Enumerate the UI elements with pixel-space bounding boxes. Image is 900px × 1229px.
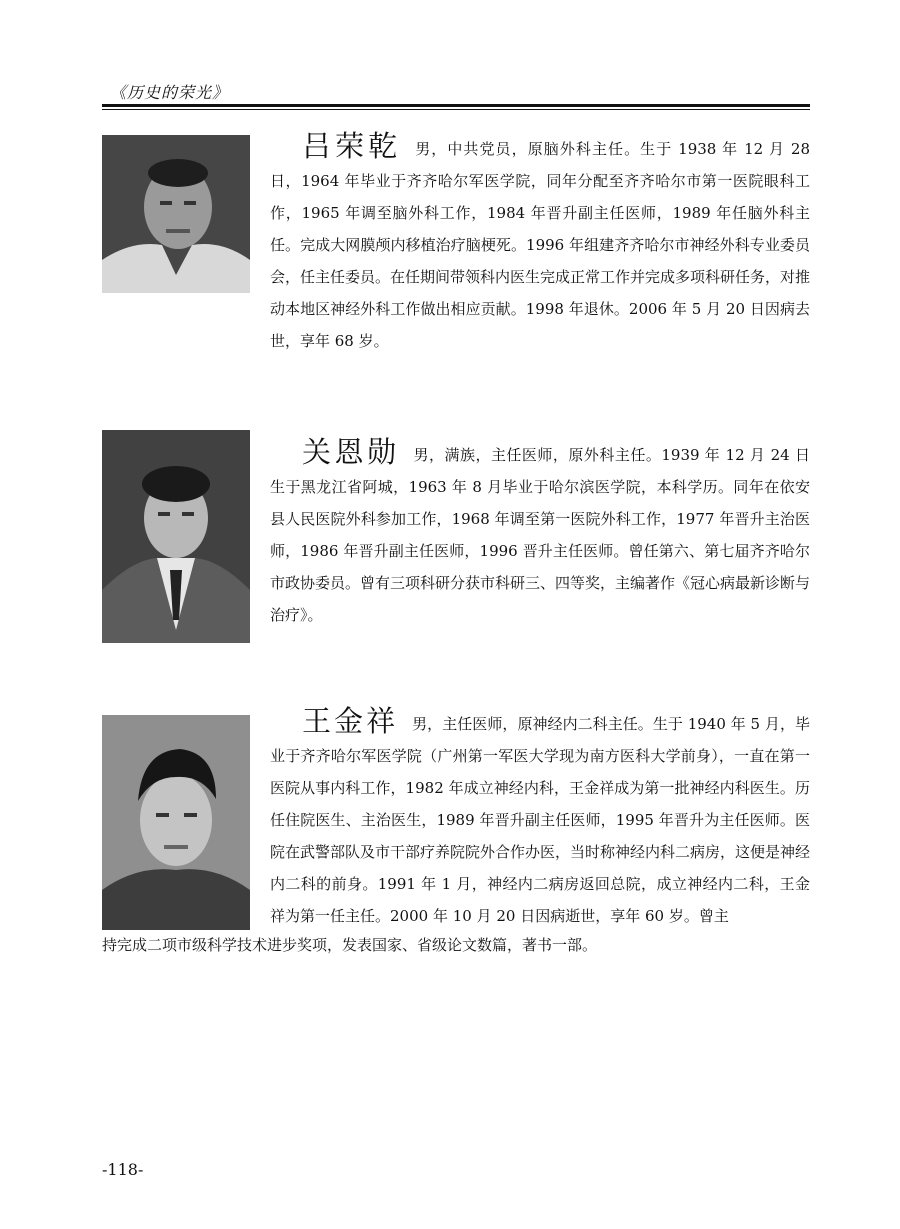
- biography-continuation: 持完成二项市级科学技术进步奖项，发表国家、省级论文数篇，著书一部。: [102, 936, 598, 954]
- entry-3: [270, 705, 810, 932]
- header-rule-thin: [102, 109, 810, 110]
- entry-2: [270, 436, 810, 631]
- entry-1: [270, 130, 810, 357]
- biography-text: 男，中共党员，原脑外科主任。生于 1938 年 12 月 28 日，1964 年毕业于齐齐哈尔军医学院，同年分配至齐齐哈尔市第一医院眼科工作，1965 年调至脑外科工作，1984 年晋升副主任医师，1989 年任脑外科主任。完成大网膜颅内移植治疗脑梗死。1996 年组建齐齐哈尔市神经外科专业委员会，任主任委员。在任期间带领科内医生完成正常工作并完成多项科研任务，对推动本地区神经外科工作做出相应贡献。1998 年退休。2006 年 5 月 20 日因病去世，享年 68 岁。: [270, 140, 811, 350]
- portrait-photo-3: [102, 715, 250, 930]
- running-header-title: 《历史的荣光》: [110, 83, 230, 102]
- person-name: 吕荣乾: [302, 129, 402, 163]
- page-number: -118-: [102, 1160, 144, 1179]
- biography-text: 男，满族，主任医师，原外科主任。1939 年 12 月 24 日生于黑龙江省阿城，1963 年 8 月毕业于哈尔滨医学院，本科学历。同年在依安县人民医院外科参加工作，1968 年调至第一医院外科工作，1977 年晋升主治医师，1986 年晋升副主任医师，1996 晋升主任医师。曾任第六、第七届齐齐哈尔市政协委员。曾有三项科研分获市科研三、四等奖，主编著作《冠心病最新诊断与治疗》。: [270, 446, 811, 624]
- header-rule-thick: [102, 104, 810, 107]
- portrait-photo-2: [102, 430, 250, 643]
- portrait-photo-1: [102, 135, 250, 293]
- biography-text: 男，主任医师，原神经内二科主任。生于 1940 年 5 月，毕业于齐齐哈尔军医学院（广州第一军医大学现为南方医科大学前身），一直在第一医院从事内科工作，1982 年成立神经内科，王金祥成为第一批神经内科医生。历任住院医生、主治医生，1989 年晋升副主任医师，1995 年晋升为主任医师。医院在武警部队及市干部疗养院院外合作办医，当时称神经内科二病房，这便是神经内二科的前身。1991 年 1 月，神经内二病房返回总院，成立神经内二科，王金祥为第一任主任。2000 年 10 月 20 日因病逝世，享年 60 岁。曾主: [270, 715, 811, 925]
- person-name: 关恩勋: [302, 435, 400, 469]
- person-name: 王金祥: [302, 704, 399, 738]
